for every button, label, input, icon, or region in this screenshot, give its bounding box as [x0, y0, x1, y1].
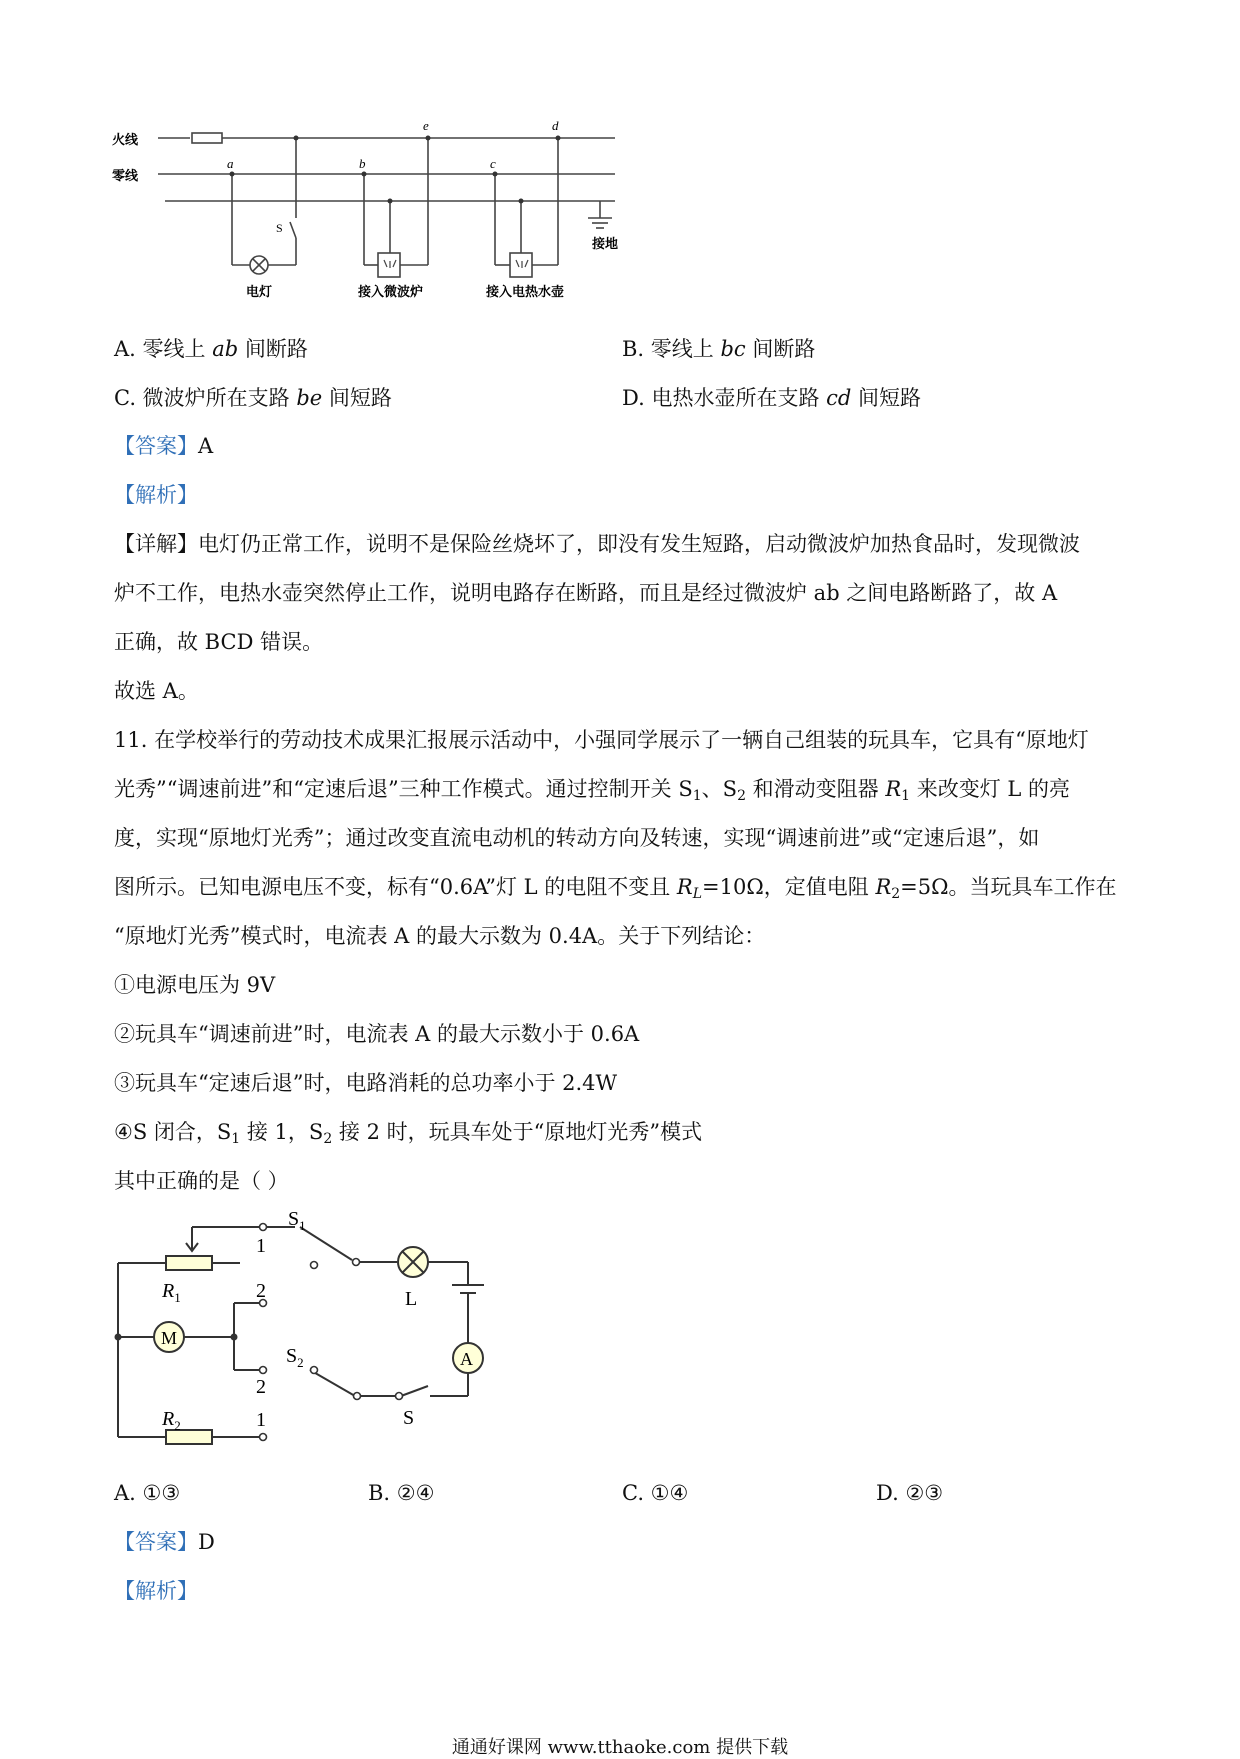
- q10-option-a-text: A. 零线上: [114, 337, 213, 361]
- q11-l4-c: =5Ω。当玩具车工作在: [900, 875, 1117, 899]
- q10-option-c-var: be: [296, 386, 323, 410]
- point-d-label: d: [552, 118, 559, 133]
- q10-detail-line-3: 正确，故 BCD 错误。: [114, 630, 324, 654]
- q11-l2-a: 光秀”“调速前进”和“定速后退”三种工作模式。通过控制开关 S: [114, 777, 693, 801]
- point-e-label: e: [423, 118, 429, 133]
- q11-option-b: B. ②④: [368, 1481, 435, 1505]
- q10-option-d-var: cd: [826, 386, 852, 410]
- household-circuit-figure: [110, 110, 630, 310]
- ground-label: 接地: [592, 237, 619, 252]
- q10-option-b-end: 间断路: [745, 337, 816, 361]
- q10-option-d-text: D. 电热水壶所在支路: [622, 386, 827, 410]
- q10-option-a-var: ab: [212, 337, 239, 361]
- q10-option-c-end: 间短路: [322, 386, 392, 410]
- q11-s4-b: 接 1，S: [240, 1120, 324, 1144]
- q11-l4-rl: R: [676, 875, 693, 899]
- terminal-2-mid: 2: [256, 1280, 266, 1302]
- q11-s4-sub2: 2: [323, 1131, 333, 1147]
- q11-stem-line-2: [114, 775, 1070, 810]
- q10-option-b: [622, 335, 815, 363]
- q10-option-b-text: B. 零线上: [622, 337, 721, 361]
- point-c-label: c: [490, 156, 496, 171]
- lamp-label: 电灯: [246, 285, 273, 300]
- q10-conclusion: 故选 A。: [114, 679, 199, 703]
- q11-analysis-tag: 【解析】: [114, 1579, 198, 1603]
- q11-s4-a: ④S 闭合，S: [114, 1120, 232, 1144]
- q11-l4-b: =10Ω，定值电阻: [702, 875, 876, 899]
- q10-option-c-text: C. 微波炉所在支路: [114, 386, 297, 410]
- q10-option-c: [114, 384, 392, 412]
- q10-analysis-tag: 【解析】: [114, 483, 198, 507]
- q11-l2-d: 来改变灯 L 的亮: [910, 777, 1071, 801]
- q11-l2-b: 、S: [701, 777, 738, 801]
- terminal-2-low: 2: [256, 1376, 266, 1398]
- q11-statement-3: ③玩具车“定速后退”时，电路消耗的总功率小于 2.4W: [114, 1071, 618, 1095]
- q10-option-d-end: 间短路: [851, 386, 922, 410]
- microwave-label: 接入微波炉: [358, 285, 424, 300]
- q11-l4-a: 图所示。已知电源电压不变，标有“0.6A”灯 L 的电阻不变且: [114, 875, 677, 899]
- motor-label: M: [161, 1328, 178, 1348]
- q11-l2-c: 和滑动变阻器: [745, 777, 886, 801]
- q11-option-a: A. ①③: [114, 1481, 181, 1505]
- q10-option-b-var: bc: [720, 337, 746, 361]
- toy-car-circuit-figure: [100, 1205, 500, 1455]
- q10-option-d: [622, 384, 921, 412]
- q11-l4-r2-sub: 2: [891, 886, 901, 902]
- answer-value: D: [198, 1530, 215, 1554]
- point-a-label: a: [227, 156, 234, 171]
- q11-stem-line-1: 11. 在学校举行的劳动技术成果汇报展示活动中，小强同学展示了一辆自己组装的玩具车，它具有“原地灯: [114, 728, 1089, 752]
- switch-s-label: S: [276, 221, 283, 235]
- q10-detail-line-2: 炉不工作，电热水壶突然停止工作，说明电路存在断路，而且是经过微波炉 ab 之间电路断路了，故 A: [114, 581, 1058, 605]
- terminal-1-bottom: 1: [256, 1409, 266, 1431]
- ammeter-label: A: [460, 1349, 473, 1369]
- answer-tag: 【答案】: [114, 1530, 198, 1554]
- q10-option-a: [114, 335, 308, 363]
- q11-s4-c: 接 2 时，玩具车处于“原地灯光秀”模式: [332, 1120, 703, 1144]
- q10-detail-line-1: [114, 530, 1080, 558]
- q11-l4-rl-sub: L: [692, 886, 703, 902]
- q11-s4-sub1: 1: [231, 1131, 241, 1147]
- neutral-wire-label: 零线: [112, 169, 139, 184]
- page-footer: 通通好课网 www.tthaoke.com 提供下载: [451, 1737, 789, 1758]
- q11-l2-sub2: 2: [737, 788, 746, 804]
- r2-label: $R_2$: [162, 1408, 181, 1433]
- q11-l4-r2: R: [875, 875, 892, 899]
- q10-option-a-end: 间断路: [238, 337, 308, 361]
- live-wire-label: 火线: [112, 133, 139, 148]
- detail-tag: 【详解】: [114, 532, 198, 556]
- q11-statement-1: ①电源电压为 9V: [114, 973, 276, 997]
- r1-label: $R_1$: [162, 1280, 181, 1305]
- q11-option-c: C. ①④: [622, 1481, 689, 1505]
- terminal-1-top: 1: [256, 1235, 266, 1257]
- q11-option-d: D. ②③: [876, 1481, 944, 1505]
- q11-l2-r: R: [885, 777, 902, 801]
- point-b-label: b: [359, 156, 366, 171]
- q10-answer: [114, 432, 213, 460]
- q11-stem-line-5: “原地灯光秀”模式时，电流表 A 的最大示数为 0.4A。关于下列结论：: [114, 924, 766, 948]
- q11-l2-r1: 1: [901, 788, 911, 804]
- q11-answer: [114, 1528, 215, 1556]
- s1-label: $S_1$: [288, 1208, 306, 1233]
- q11-l2-sub1: 1: [692, 788, 702, 804]
- answer-tag: 【答案】: [114, 434, 198, 458]
- q11-statement-4: [114, 1118, 702, 1153]
- switch-s-label: S: [403, 1407, 415, 1429]
- kettle-label: 接入电热水壶: [486, 285, 565, 300]
- q11-stem-line-3: 度，实现“原地灯光秀”；通过改变直流电动机的转动方向及转速，实现“调速前进”或“定速后退”，如: [114, 826, 1040, 850]
- lamp-l-label: L: [405, 1288, 418, 1310]
- q11-statement-2: ②玩具车“调速前进”时，电流表 A 的最大示数小于 0.6A: [114, 1022, 640, 1046]
- q11-stem-line-4: [114, 873, 1117, 908]
- q11-question: 其中正确的是（ ）: [114, 1169, 289, 1193]
- answer-value: A: [198, 434, 214, 458]
- detail-text-1: 电灯仍正常工作，说明不是保险丝烧坏了，即没有发生短路，启动微波炉加热食品时，发现微波: [198, 532, 1080, 556]
- s2-label: $S_2$: [286, 1345, 304, 1370]
